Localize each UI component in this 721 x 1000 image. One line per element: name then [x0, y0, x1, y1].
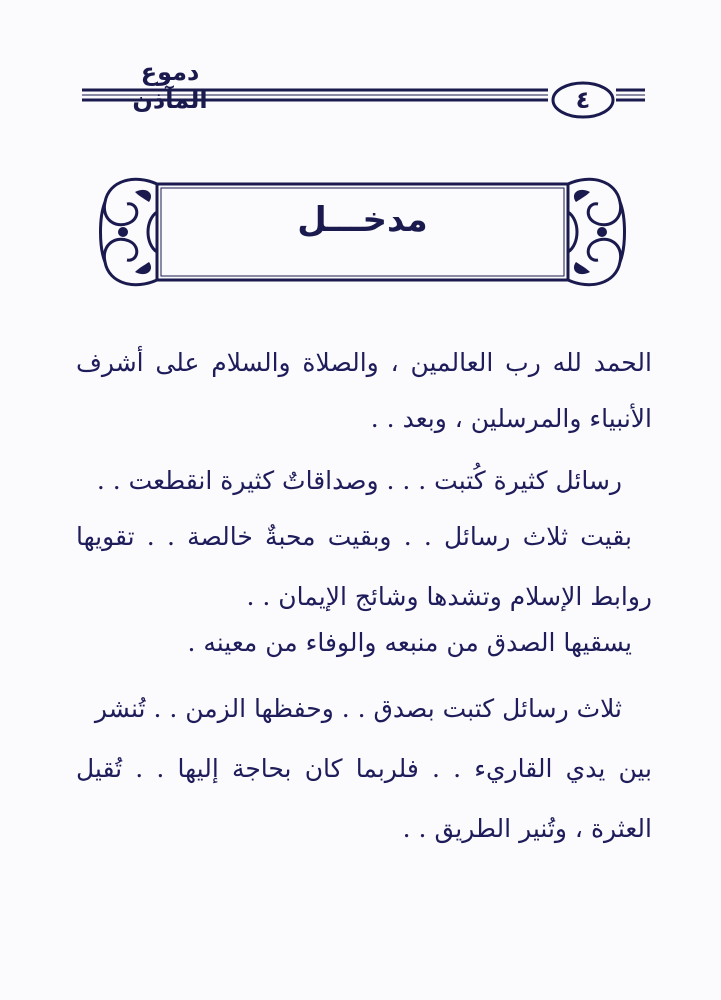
text-line: بقيت ثلاث رسائل . . وبقيت محبةٌ خالصة . . تقويها: [76, 522, 632, 551]
text-line: العثرة ، وتُنير الطريق . .: [402, 814, 652, 843]
text-line: يسقيها الصدق من منبعه والوفاء من معينه .: [187, 628, 632, 657]
text-line: روابط الإسلام وتشدها وشائج الإيمان . .: [246, 582, 652, 611]
page-header: [0, 0, 721, 130]
text-line: ثلاث رسائل كتبت بصدق . . وحفظها الزمن . . تُنشر: [94, 694, 622, 723]
text-line: الحمد لله رب العالمين ، والصلاة والسلام على أشرف: [76, 348, 652, 377]
text-line: بين يدي القاريء . . فلربما كان بحاجة إليها . . تُقيل: [76, 754, 652, 783]
text-line: رسائل كثيرة كُتبت . . . وصداقاتٌ كثيرة انقطعت . .: [96, 466, 622, 495]
text-line: الأنبياء والمرسلين ، وبعد . .: [370, 404, 652, 433]
section-title: مدخـــل: [297, 200, 428, 240]
page-number: ٤: [575, 86, 591, 114]
book-title: دموع المآذن: [132, 58, 208, 114]
